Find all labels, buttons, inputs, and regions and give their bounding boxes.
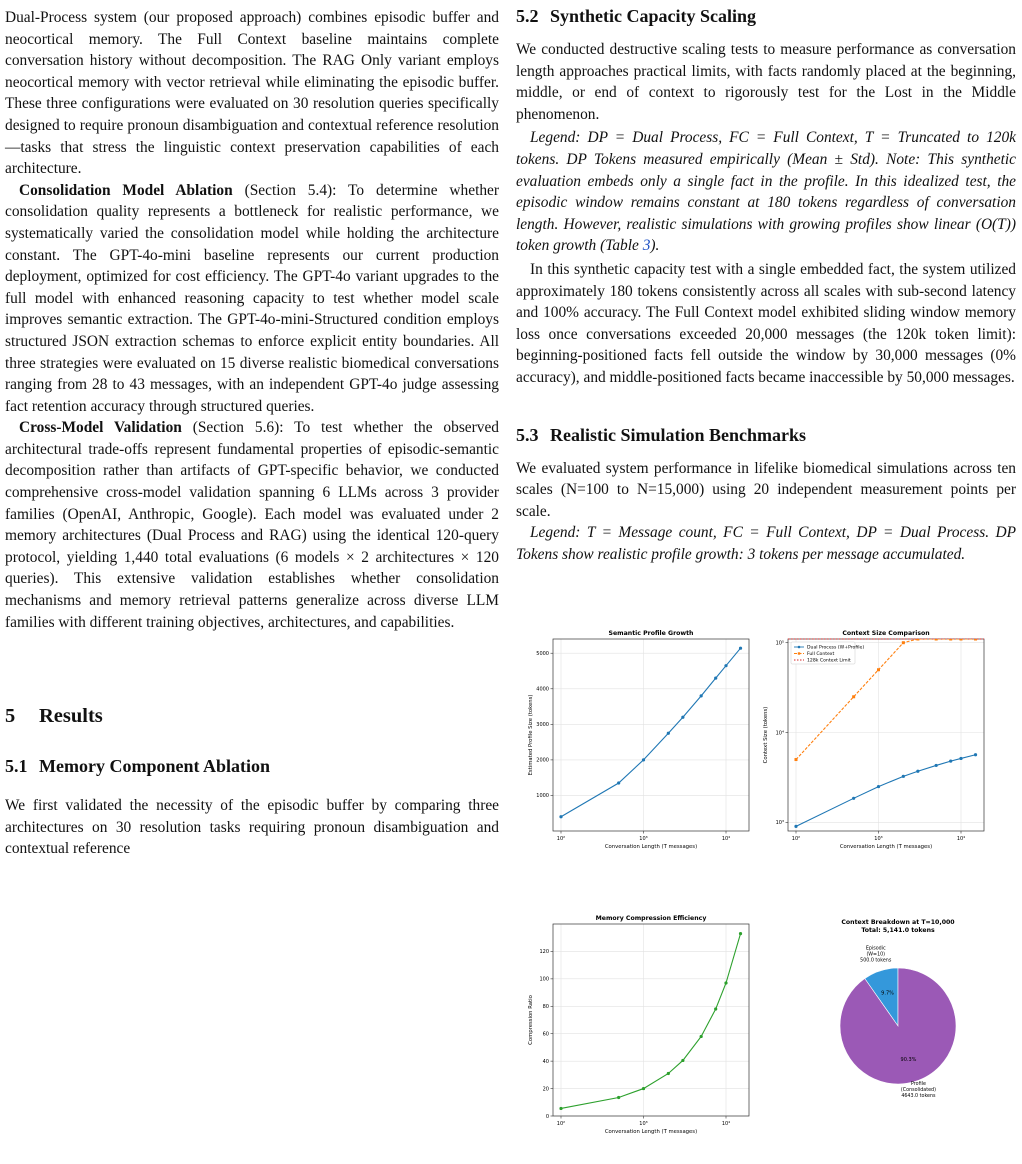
data-point [902, 775, 905, 778]
y-tick-label: 10⁵ [775, 640, 784, 647]
data-point [794, 758, 797, 761]
section-results-heading [5, 705, 499, 728]
y-tick-label: 1000 [536, 793, 549, 800]
series-line [561, 934, 741, 1109]
x-tick-label: 10² [791, 836, 801, 842]
y-tick-label: 5000 [536, 651, 549, 658]
y-tick-label: 40 [542, 1058, 549, 1065]
left-column [5, 0, 499, 860]
pie-percent-label: 90.3% [900, 1056, 917, 1063]
plot-frame [553, 924, 749, 1116]
legend-realistic: Legend: T = Message count, FC = Full Context, DP = Dual Process. DP Tokens show realistic profile growth: 3 tokens per message accumulated. [516, 524, 1016, 563]
subsection-5-1-heading [5, 756, 499, 777]
subsection-5-3-heading [516, 425, 1016, 446]
pie-slice [840, 968, 956, 1084]
y-tick-label: 0 [545, 1113, 549, 1120]
chart-title: Context Breakdown at T=10,000 [841, 919, 955, 926]
y-tick-label: 80 [542, 1004, 549, 1011]
chart-context-size-comparison [763, 630, 984, 850]
paragraph-consolidation [5, 180, 499, 418]
y-tick-label: 100 [539, 976, 549, 983]
x-tick-label: 10³ [874, 836, 883, 842]
data-point [794, 825, 797, 828]
y-tick-label: 20 [542, 1086, 549, 1093]
data-point [974, 753, 977, 756]
data-point [935, 638, 938, 641]
chart-memory-compression-efficiency [528, 915, 749, 1135]
data-point [902, 641, 905, 644]
data-point [559, 1107, 562, 1110]
pie-slice-label: Profile [910, 1081, 926, 1087]
chart-title: Memory Compression Efficiency [595, 915, 707, 922]
x-tick-label: 10⁴ [721, 1121, 731, 1127]
y-axis-label: Estimated Profile Size (tokens) [528, 694, 534, 776]
data-point [960, 638, 963, 641]
data-point [739, 647, 742, 650]
y-tick-label: 2000 [536, 757, 549, 764]
paragraph-scaling: We conducted destructive scaling tests to measure performance as conversation length approaches practical limits, with facts randomly placed at the beginning, middle, or end of context to rigorously test for the Lost in the Middle phenomenon. [516, 41, 1016, 123]
cross-model-lead: Cross-Model Validation [19, 419, 182, 437]
y-tick-label: 10⁴ [775, 730, 784, 737]
consolidation-body: (Section 5.4): To determine whether consolidation quality represents a bottleneck for realistic performance, we systematically varied the consolidation model while holding the architecture constant. The GPT-4o-mini baseline represents our current production deployment, optimized for cost efficiency. The GPT-4o variant upgrades to the full model with enhanced reasoning capacity to test whether model scale improves semantic extraction. The GPT-4o-mini-Structured condition employs structured JSON extraction schemas to enforce explicit entity boundaries. All three strategies were evaluated on 15 diverse realistic biomedical conversations ranging from 28 to 43 messages, with an independent GPT-4o judge assessing fact retention accuracy through structured queries. [5, 181, 500, 415]
data-point [714, 677, 717, 680]
y-tick-label: 10³ [775, 820, 784, 827]
plot-frame [788, 639, 984, 831]
data-point [642, 1087, 645, 1090]
data-point [739, 932, 742, 935]
subsection-5-2-heading [516, 6, 1016, 27]
pie-slice-label: 500.0 tokens [860, 958, 892, 964]
consolidation-lead: Consolidation Model Ablation [19, 181, 233, 199]
series-line [796, 755, 976, 827]
data-point [642, 758, 645, 761]
data-point [877, 785, 880, 788]
data-point [852, 695, 855, 698]
x-axis-label: Conversation Length (T messages) [604, 1129, 698, 1135]
chart-context-breakdown-pie [840, 919, 956, 1099]
subsection-title: Realistic Simulation Benchmarks [550, 424, 807, 445]
plot-frame [553, 639, 749, 831]
x-tick-label: 10⁴ [721, 836, 731, 842]
data-point [974, 638, 977, 641]
paragraph-ablation: We first validated the necessity of the episodic buffer by comparing three architectures on 30 resolution tasks requiring pronoun disambiguation and contextual reference [5, 797, 499, 858]
pie-slice-label: (Consolidated) [900, 1087, 936, 1093]
legend-label: Full Context [807, 652, 835, 658]
legend-label: 128k Context Limit [807, 658, 851, 664]
x-tick-label: 10³ [639, 836, 648, 842]
pie-slice-label: Episodic [865, 946, 886, 952]
data-point [681, 1059, 684, 1062]
subsection-title: Memory Component Ablation [39, 756, 270, 777]
legend-scaling-text: Legend: DP = Dual Process, FC = Full Context, T = Truncated to 120k tokens. DP Tokens measured empirically (Mean ± Std). Note: This synthetic evaluation embeds only a single fact in the profile. In this idealized test, the episodic window remains constant at 180 tokens regardless of conversation length. However, realistic simulations with growing profiles show linear (O(T)) token growth (Table [516, 129, 1016, 255]
pie-percent-label: 9.7% [881, 990, 894, 997]
y-tick-label: 4000 [536, 686, 549, 693]
y-axis-label: Context Size (tokens) [763, 706, 769, 764]
x-tick-label: 10³ [639, 1121, 648, 1127]
subsection-number: 5.2 [516, 6, 539, 26]
table-reference-link[interactable]: 3 [642, 237, 651, 255]
data-point [852, 797, 855, 800]
legend-label: Dual Process (W+Profile) [807, 645, 865, 651]
legend-marker [798, 652, 800, 654]
data-point [724, 664, 727, 667]
subsection-number: 5.1 [5, 756, 28, 777]
pie-slice-label: (W=10) [866, 952, 886, 958]
data-point [617, 1096, 620, 1099]
legend-scaling-end: ). [650, 237, 660, 255]
chart-semantic-profile-growth [528, 630, 749, 850]
paragraph-cross-model [5, 417, 499, 633]
chart-subtitle: Total: 5,141.0 tokens [861, 927, 935, 934]
y-tick-label: 120 [539, 949, 549, 956]
data-point [916, 770, 919, 773]
results-figure [508, 628, 1016, 1158]
legend-marker [798, 646, 801, 649]
legend-scaling [516, 127, 1016, 257]
data-point [959, 757, 962, 760]
data-point [700, 1035, 703, 1038]
subsection-number: 5.3 [516, 424, 539, 445]
chart-title: Semantic Profile Growth [608, 630, 694, 637]
right-column [516, 0, 1016, 565]
subsection-title: Synthetic Capacity Scaling [550, 6, 757, 26]
y-tick-label: 60 [542, 1031, 549, 1038]
data-point [559, 815, 562, 818]
data-point [667, 732, 670, 735]
paragraph-setup: Dual-Process system (our proposed approach) combines episodic buffer and neocortical memory. The Full Context baseline maintains complete conversation history without decomposition. The RAG Only variant employs neocortical memory with vector retrieval while eliminating the episodic buffer. These three configurations were evaluated on 30 resolution queries specifically designed to require pronoun disambiguation and contextual reference resolution—tasks that stress the linguistic context preservation capabilities of each architecture. [5, 9, 499, 178]
x-axis-label: Conversation Length (T messages) [604, 844, 698, 850]
x-tick-label: 10² [556, 1121, 566, 1127]
data-point [667, 1072, 670, 1075]
data-point [617, 781, 620, 784]
x-tick-label: 10⁴ [956, 836, 966, 842]
paragraph-realistic: We evaluated system performance in lifelike biomedical simulations across ten scales (N=100 to N=15,000) using 20 independent measurement points per scale. [516, 459, 1016, 520]
data-point [714, 1007, 717, 1010]
data-point [949, 760, 952, 763]
x-axis-label: Conversation Length (T messages) [839, 844, 933, 850]
data-point [935, 764, 938, 767]
data-point [877, 668, 880, 671]
chart-title: Context Size Comparison [842, 630, 930, 637]
pie-slice-label: 4643.0 tokens [901, 1093, 936, 1099]
x-tick-label: 10² [556, 836, 566, 842]
data-point [700, 694, 703, 697]
data-point [916, 638, 919, 641]
paragraph-synthetic-result: In this synthetic capacity test with a single embedded fact, the system utilized approximately 180 tokens consistently across all scales with sub-second latency and 100% accuracy. The Full Context model exhibited sliding window memory loss once conversations exceeded 20,000 messages (the 120k token limit): beginning-positioned facts fell outside the window by 30,000 messages (0% accuracy), and middle-positioned facts became inaccessible by 50,000 messages. [516, 260, 1016, 386]
data-point [681, 716, 684, 719]
y-tick-label: 3000 [536, 722, 549, 729]
data-point [949, 638, 952, 641]
y-axis-label: Compression Ratio [528, 995, 534, 1045]
cross-model-body: (Section 5.6): To test whether the observed architectural trade-offs represent fundamental properties of episodic-semantic decomposition rather than artifacts of GPT-specific behavior, we conducted comprehensive cross-model validation spanning 6 LLMs across 3 provider families (OpenAI, Anthropic, Google). Each model was evaluated under 2 memory architectures (Dual Process and RAG) using the identical 120-query protocol, yielding 1,440 total evaluations (6 models × 2 architectures × 120 queries). This extensive validation establishes whether consolidation mechanisms and memory retrieval patterns generalize across diverse LLM families with different training objectives, architectures, and capabilities. [5, 419, 499, 631]
section-title: Results [39, 705, 103, 728]
section-number: 5 [5, 705, 16, 728]
data-point [724, 981, 727, 984]
series-line [561, 648, 741, 817]
